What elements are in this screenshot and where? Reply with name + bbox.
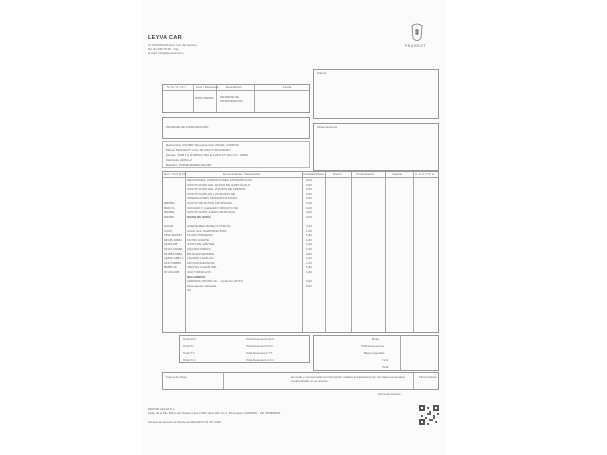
item-ref: 97-39-9498 [164, 270, 180, 274]
items-table [162, 171, 439, 333]
item-qty: 4,00 [306, 251, 312, 256]
item-desc: LIMPIEZA OZONO 30 ... (vehículo HP 97) [187, 279, 243, 284]
item-ref: 1651-001854 [164, 233, 182, 238]
company-address-1: C/ ARTESANIA (Pol. Ind. del Sector) [148, 43, 197, 47]
item-desc: SUSTITUCIÓN DEL FILTRO DE HABITÁCULO [187, 182, 251, 187]
item-desc: Presupuesto Vacuatar [187, 283, 217, 288]
base-imponible-label: Base imponible [364, 351, 385, 355]
item-ref: C4CP [164, 228, 173, 233]
item-desc: SS [187, 288, 192, 293]
item-qty: 0,00 [306, 214, 312, 219]
item-qty: 1,00 [306, 247, 312, 251]
item-ref: HOC/8 [164, 224, 174, 228]
item-qty: 0,00 [306, 187, 312, 192]
item-desc: RECAMBIOS [187, 274, 206, 279]
doc-col-4: Fecha [283, 85, 292, 89]
observations-box [313, 123, 439, 171]
items-col-ref: Ref. / Cód. P.V.P. [164, 172, 187, 176]
payment-label: Forma de Pago [166, 375, 187, 379]
total-descuentos-label: Total Descuentos [361, 344, 385, 348]
item-desc: BUJÍA ENCENDIDO [187, 251, 215, 256]
item-qty: 0,00 [306, 191, 312, 196]
item-desc: LÍQUIDO FRENO [187, 247, 211, 251]
items-col-desc: Denominación / Descripción [223, 172, 261, 176]
item-desc: ANTICONGELANTE [187, 260, 215, 265]
item-ref: RRNBA [164, 210, 175, 215]
payment-firma-right: Firma Cliente [419, 375, 437, 379]
doc-header-box [162, 84, 310, 113]
brand-name: PEUGEOT [405, 44, 427, 48]
item-desc: ACEITE MEG BASE (4 LITROS) [187, 224, 231, 228]
item-qty: 1,00 [306, 233, 312, 238]
item-desc: SUSTITUCIÓN DEL LÍQUIDO DE FRENOS [187, 187, 246, 192]
item-qty: 0,00 [306, 201, 312, 205]
company-name: LEYVA CAR [148, 35, 182, 41]
items-col-discount: % Descuento [356, 172, 374, 176]
doc-col-3: Descripción [226, 85, 242, 89]
item-desc: LÍQUIDO LAVALUN [187, 256, 214, 261]
observations-label: Observaciones [317, 125, 338, 129]
item-qty: 0,00 [306, 182, 312, 187]
item-ref: LE5PF-0887-1 [164, 256, 184, 261]
item-qty: 4,10 [306, 224, 312, 228]
total-tt-label: Total T.T. [183, 351, 195, 355]
peugeot-lion-icon [409, 23, 425, 43]
item-qty: 0,00 [306, 210, 312, 215]
item-desc: VACIADO Y LLENADO CIRCUITO DE [187, 205, 239, 210]
item-qty: 0,00 [306, 178, 312, 182]
item-qty: 1,00 [306, 228, 312, 233]
item-desc: SUSTITUCIÓN DE LAS BUJÍAS DE [187, 191, 236, 196]
item-desc: REVISIONES, OPERACIONES SISTEMÁTICAS [187, 178, 252, 182]
qr-code-icon [419, 405, 439, 425]
items-col-cap: C. A. P. Y S. A. [415, 172, 435, 176]
item-qty: 0,00 [306, 279, 312, 284]
item-ref: 16115-CB [164, 242, 178, 247]
item-desc: CRISTAL CLEAR 4ML [187, 265, 217, 270]
footer-company: MOTOR LEYVA S.L. [148, 407, 176, 411]
item-ref: 1637798680 [164, 260, 181, 265]
item-qty: 1,00 [306, 237, 312, 242]
item-desc: Aceite Sint. 0w20/5W30 5000 [187, 228, 227, 233]
footer-note: Servicio de Atención al Cliente de PEUGEOT: 91 347 2000 [148, 420, 221, 424]
item-ref: 96145-10684 [164, 237, 182, 242]
totals-right-box [313, 335, 439, 371]
item-qty: 1,00 [306, 260, 312, 265]
intervention-box [162, 117, 310, 139]
item-desc: FILTRO ACEITE [187, 237, 209, 242]
client-label: Cliente [317, 71, 327, 75]
vehicle-line-5: Bastidor: VF3M4HZMEELS0H1B1 [166, 163, 212, 167]
total-oc-desc: Total Descuento O.C. [246, 358, 275, 362]
intervention-label: INFORME DE INTERVENCIÓN: [166, 125, 210, 129]
vehicle-line-2: Marca: PEUGEOT Color: BLANCO NACARADO [166, 148, 231, 152]
item-desc: SUSTITUCIÓN JUEGO DE BUJÍAS [187, 210, 235, 215]
item-qty: 1,00 [306, 270, 312, 274]
company-address-2: Tel. 91 490 70 56 · Fax [148, 47, 179, 51]
iva-label: I.V.A. [382, 358, 390, 362]
vehicle-line-4: Matrícula: 2383LLZ [166, 158, 192, 162]
vehicle-line-1: Referencia: 4794802 Recepcionista: ANGEL CAMPOS [166, 143, 239, 147]
vehicle-line-3: Modelo: 3008 1.6 HYBRID4 300 E-AUTO CT PAC Km: 18996 [166, 153, 248, 157]
footer-address: Avda. de la Paz, Barrio del Rosario nave 2 000, Nave 202, km.1, 28 Aranjuez (MADRID) · CIF: B7895690X [148, 411, 281, 415]
total-pz-label: Total Pz. [183, 344, 195, 348]
doc-col-2: Cód. / Recepción [196, 85, 220, 89]
bruto-label: Bruto [372, 337, 380, 341]
item-qty: 0,00 [306, 205, 312, 210]
item-qty: 1,00 [306, 256, 312, 261]
item-desc: SUSTITUIR FILTRO ANTIPOLEN [187, 201, 232, 205]
item-qty: 0,00 [306, 283, 312, 288]
total-pz-desc: Total Descuento P.V. [246, 344, 274, 348]
vehicle-box [162, 141, 310, 168]
total-mo-label: Total M.O. [183, 337, 197, 341]
total-mo-desc: Total Descuento M.O. [246, 337, 275, 341]
item-ref: 96185A-0886 [164, 251, 183, 256]
client-box [313, 69, 439, 119]
doc-cod-recepcion: N/MV 000560 [195, 96, 214, 100]
doc-descripcion: INFORME DE INTERVENCIÓN [220, 95, 243, 103]
item-qty: 1,00 [306, 265, 312, 270]
item-ref: 16127-D2060 [164, 247, 183, 251]
company-address-3: E-mail: info@leyvacar.com [148, 51, 184, 55]
items-col-amount: Importe [392, 172, 403, 176]
item-ref: RMC7A [164, 205, 175, 210]
item-ref: RRM8A [164, 201, 175, 205]
total-label: Total [382, 365, 389, 369]
firma-cliente-label: Firma del Cliente [378, 392, 401, 396]
item-ref: RRN8A [164, 214, 175, 219]
item-desc: OPERACIONES SISTEMÁTICAS EN [187, 196, 237, 201]
items-col-price: Precio [333, 172, 342, 176]
payment-consent: He leído y comprendido la información relativa al tratamiento de mis datos personales contemplados en el reverso. [291, 375, 406, 383]
items-col-qty: Cantidad/Horas [303, 172, 324, 176]
total-tt-desc: Total Descuento T.T. [246, 351, 273, 355]
item-desc: JUNTA DE CÁRTER [187, 242, 215, 247]
item-desc: MANO DE OBRA [187, 214, 211, 219]
totals-left-box [179, 335, 310, 363]
item-desc: FILTRO PRIMEUM [187, 233, 213, 238]
invoice-sheet [143, 0, 447, 455]
total-oc-label: Total O.C. [183, 358, 197, 362]
doc-col-1: S / R / S / N / I [167, 85, 187, 89]
item-qty: 1,00 [306, 242, 312, 247]
item-ref: RMB5-16 [164, 265, 177, 270]
payment-box [162, 372, 439, 390]
item-desc: JGO TORNILLOS [187, 270, 211, 274]
item-qty: 0,00 [306, 196, 312, 201]
